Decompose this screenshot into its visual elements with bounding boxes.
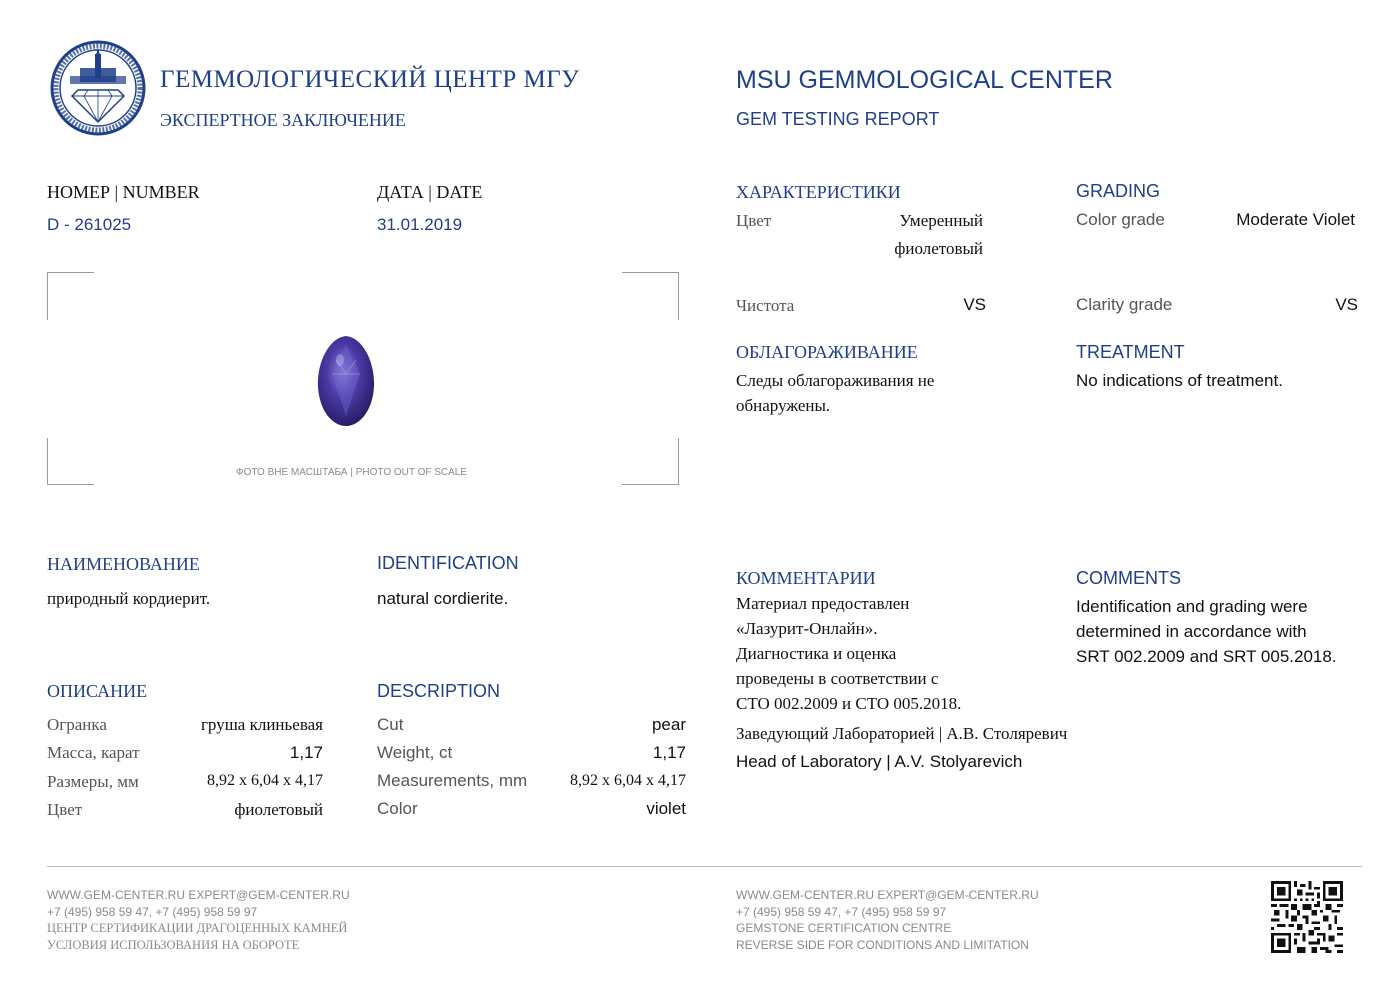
- comments-line-ru: Диагностика и оценка: [736, 644, 897, 663]
- description-row-label: Масса, карат: [47, 743, 140, 762]
- pear-gemstone-icon: [314, 334, 378, 428]
- footer-ru: [47, 887, 350, 953]
- identification-text-en: natural cordierite.: [377, 589, 509, 608]
- comments-line-ru: «Лазурит-Онлайн».: [736, 619, 878, 638]
- comments-heading-en: COMMENTS: [1076, 568, 1181, 588]
- description-row-label: Color: [377, 799, 418, 818]
- subtitle-ru: ЭКСПЕРТНОЕ ЗАКЛЮЧЕНИЕ: [160, 110, 406, 130]
- clarity-value-ru: VS: [963, 295, 986, 314]
- photo-caption: ФОТО ВНЕ МАСШТАБА | PHOTO OUT OF SCALE: [236, 467, 468, 478]
- grading-heading-en: GRADING: [1076, 181, 1161, 201]
- number-value: D - 261025: [47, 215, 132, 234]
- footer-en-conditions: REVERSE SIDE FOR CONDITIONS AND LIMITATION: [736, 937, 1029, 952]
- footer-en: [736, 887, 1039, 953]
- description-row-value: 8,92 x 6,04 x 4,17: [207, 772, 323, 789]
- footer-ru-contacts: WWW.GEM-CENTER.RU EXPERT@GEM-CENTER.RU: [47, 888, 350, 902]
- treatment-heading-ru: ОБЛАГОРАЖИВАНИЕ: [736, 342, 918, 362]
- grading-heading-ru: ХАРАКТЕРИСТИКИ: [736, 182, 901, 202]
- university-seal-logo: [50, 40, 146, 136]
- color-value-ru-line2: фиолетовый: [894, 239, 983, 258]
- comments-line-en: Identification and grading were: [1076, 597, 1308, 616]
- comments-line-en: determined in accordance with: [1076, 622, 1307, 641]
- clarity-label-ru: Чистота: [736, 296, 795, 315]
- description-row-value: violet: [646, 799, 686, 818]
- comments-line-ru: Материал предоставлен: [736, 594, 910, 613]
- treatment-text-en: No indications of treatment.: [1076, 371, 1283, 390]
- treatment-text-ru-line2: обнаружены.: [736, 396, 831, 415]
- treatment-text-ru-line1: Следы облагораживания не: [736, 371, 935, 390]
- footer-en-contacts: WWW.GEM-CENTER.RU EXPERT@GEM-CENTER.RU: [736, 888, 1039, 902]
- description-row-label: Огранка: [47, 715, 107, 734]
- footer-ru-center: ЦЕНТР СЕРТИФИКАЦИИ ДРАГОЦЕННЫХ КАМНЕЙ: [47, 921, 348, 935]
- footer-en-phones: +7 (495) 958 59 47, +7 (495) 958 59 97: [736, 904, 947, 919]
- subtitle-en: GEM TESTING REPORT: [736, 109, 940, 129]
- description-heading-en: DESCRIPTION: [377, 681, 501, 701]
- comments-line-ru: проведены в соответствии с: [736, 669, 939, 688]
- description-row-label: Цвет: [47, 800, 83, 819]
- date-label: ДАТА | DATE: [377, 182, 483, 202]
- description-row-label: Weight, ct: [377, 743, 453, 762]
- description-row-value: фиолетовый: [234, 800, 323, 819]
- treatment-text-ru: [736, 368, 934, 418]
- comments-line-en: SRT 002.2009 and SRT 005.2018.: [1076, 647, 1337, 666]
- title-ru: ГЕММОЛОГИЧЕСКИЙ ЦЕНТР МГУ: [160, 66, 580, 93]
- description-row-value: 8,92 x 6,04 x 4,17: [570, 772, 686, 789]
- identification-heading-en: IDENTIFICATION: [377, 553, 519, 573]
- number-label: НОМЕР | NUMBER: [47, 182, 200, 202]
- identification-heading-ru: НАИМЕНОВАНИЕ: [47, 554, 200, 574]
- color-label-en: Color grade: [1076, 210, 1165, 229]
- treatment-heading-en: TREATMENT: [1076, 342, 1185, 362]
- description-row-value: 1,17: [652, 743, 686, 762]
- footer-divider: [47, 866, 1362, 867]
- clarity-value-en: VS: [1335, 295, 1358, 314]
- qr-code-icon[interactable]: [1271, 881, 1343, 953]
- description-row-value: 1,17: [289, 743, 323, 762]
- description-row-label: Cut: [377, 715, 404, 734]
- footer-en-center: GEMSTONE CERTIFICATION CENTRE: [736, 921, 952, 935]
- date-value: 31.01.2019: [377, 215, 463, 234]
- clarity-label-en: Clarity grade: [1076, 295, 1173, 314]
- description-heading-ru: ОПИСАНИЕ: [47, 681, 148, 701]
- description-row-label: Размеры, мм: [47, 772, 139, 791]
- color-label-ru: Цвет: [736, 211, 772, 230]
- title-en: MSU GEMMOLOGICAL CENTER: [736, 66, 1113, 94]
- comments-heading-ru: КОММЕНТАРИИ: [736, 568, 876, 588]
- color-value-ru-line1: Умеренный: [899, 211, 983, 230]
- identification-text-ru: природный кордиерит.: [47, 589, 211, 608]
- description-row-label: Measurements, mm: [377, 771, 528, 790]
- comments-line-ru: СТО 002.2009 и СТО 005.2018.: [736, 694, 962, 713]
- footer-ru-conditions: УСЛОВИЯ ИСПОЛЬЗОВАНИЯ НА ОБОРОТЕ: [47, 937, 300, 952]
- color-value-en: Moderate Violet: [1236, 210, 1355, 229]
- description-row-value: груша клиньевая: [200, 715, 323, 734]
- signature-ru: Заведующий Лабораторией | А.В. Столяревич: [736, 724, 1068, 743]
- description-row-value: pear: [651, 715, 686, 734]
- signature-en: Head of Laboratory | A.V. Stolyarevich: [736, 752, 1023, 771]
- comments-text-ru: [736, 591, 961, 716]
- footer-ru-phones: +7 (495) 958 59 47, +7 (495) 958 59 97: [47, 904, 258, 919]
- comments-text-en: [1076, 594, 1337, 669]
